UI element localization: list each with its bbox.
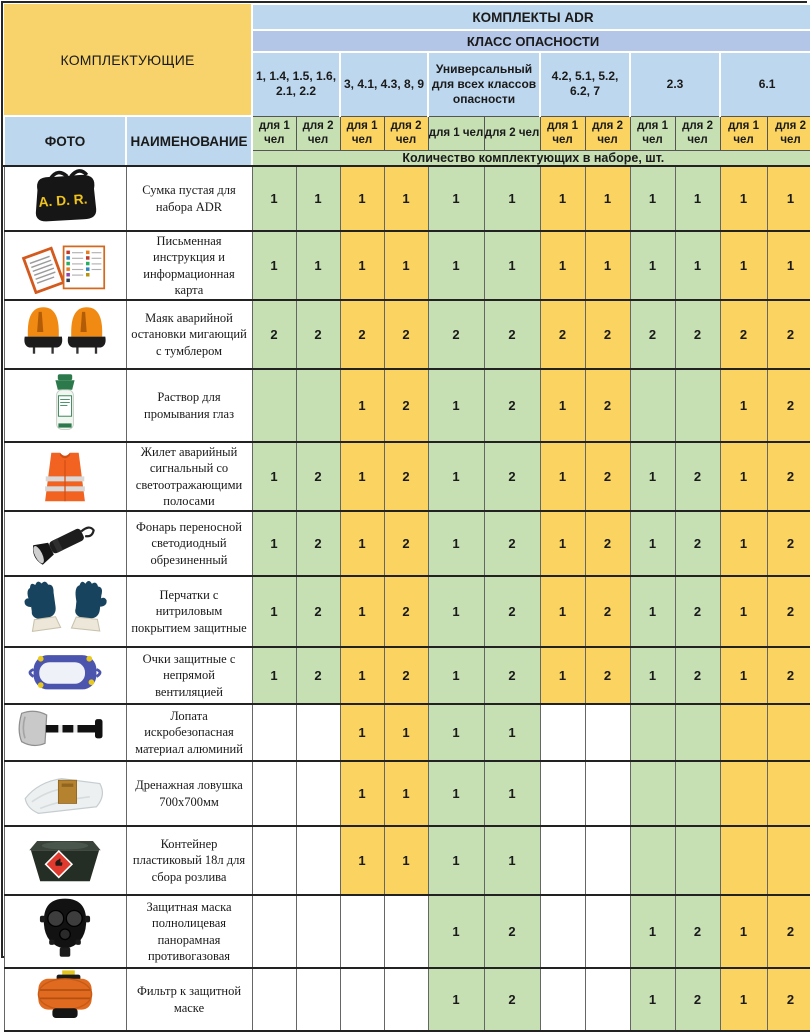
name-column-header: НАИМЕНОВАНИЕ (126, 116, 252, 166)
qty-cell: 2 (296, 647, 340, 704)
person-count-header-g5-p2: для 2 чел (675, 116, 720, 150)
qty-cell (540, 826, 585, 895)
qty-cell: 2 (384, 442, 428, 511)
qty-cell (675, 761, 720, 826)
qty-cell (252, 826, 296, 895)
qty-cell: 1 (340, 369, 384, 442)
photo-nitrile-gloves (4, 576, 126, 647)
qty-cell: 1 (384, 826, 428, 895)
qty-cell: 1 (428, 704, 484, 761)
hazard-group-header-4: 4.2, 5.1, 5.2, 6.2, 7 (540, 52, 630, 116)
item-name: Контейнер пластиковый 18л для сбора розлива (126, 826, 252, 895)
qty-cell: 1 (252, 647, 296, 704)
qty-cell: 2 (296, 511, 340, 576)
person-count-header-g1-p1: для 1 чел (252, 116, 296, 150)
safety-vest-icon (5, 443, 126, 510)
component-row (4, 761, 810, 826)
qty-cell (252, 761, 296, 826)
qty-cell: 2 (675, 300, 720, 369)
person-count-header-g6-p1: для 1 чел (720, 116, 767, 150)
qty-cell: 2 (767, 442, 810, 511)
qty-cell: 1 (428, 511, 484, 576)
qty-cell (585, 826, 630, 895)
person-count-header-g2-p1: для 1 чел (340, 116, 384, 150)
table-body (4, 166, 810, 1031)
component-row (4, 231, 810, 300)
warning-beacons-icon (5, 301, 126, 363)
qty-cell (720, 704, 767, 761)
qty-cell: 2 (767, 895, 810, 968)
qty-cell: 2 (720, 300, 767, 369)
qty-cell: 1 (767, 166, 810, 231)
qty-cell (540, 895, 585, 968)
qty-cell (767, 761, 810, 826)
qty-cell: 1 (296, 231, 340, 300)
person-count-header-g1-p2: для 2 чел (296, 116, 340, 150)
qty-cell: 1 (428, 369, 484, 442)
qty-cell: 2 (767, 369, 810, 442)
gas-mask-icon (5, 896, 126, 962)
qty-cell: 1 (384, 231, 428, 300)
photo-spill-container (4, 826, 126, 895)
qty-cell: 2 (384, 511, 428, 576)
qty-cell: 1 (428, 231, 484, 300)
qty-cell: 2 (585, 369, 630, 442)
person-count-header-g4-p1: для 1 чел (540, 116, 585, 150)
qty-cell: 1 (540, 442, 585, 511)
qty-cell (252, 704, 296, 761)
qty-cell: 1 (767, 231, 810, 300)
item-name: Фонарь переносной светодиодный обрезиненный (126, 511, 252, 576)
photo-safety-goggles (4, 647, 126, 704)
qty-cell: 1 (484, 231, 540, 300)
qty-cell: 2 (484, 300, 540, 369)
qty-cell (296, 761, 340, 826)
qty-cell: 1 (428, 761, 484, 826)
qty-cell (540, 761, 585, 826)
qty-cell: 2 (384, 300, 428, 369)
qty-cell: 1 (630, 442, 675, 511)
qty-cell (585, 704, 630, 761)
person-count-row (4, 116, 810, 150)
qty-cell: 1 (720, 576, 767, 647)
qty-cell: 2 (675, 442, 720, 511)
qty-cell (720, 826, 767, 895)
qty-cell: 2 (767, 300, 810, 369)
qty-cell: 2 (484, 895, 540, 968)
photo-spark-safe-shovel (4, 704, 126, 761)
hazard-group-header-3: Универсальный для всех классов опасности (428, 52, 540, 116)
item-name: Фильтр к защитной маске (126, 968, 252, 1031)
qty-cell (585, 761, 630, 826)
qty-cell: 1 (428, 442, 484, 511)
qty-cell: 2 (585, 300, 630, 369)
qty-cell: 2 (296, 442, 340, 511)
qty-cell: 1 (484, 704, 540, 761)
qty-cell: 2 (384, 369, 428, 442)
qty-cell: 1 (252, 576, 296, 647)
qty-cell: 1 (428, 826, 484, 895)
qty-cell: 2 (296, 576, 340, 647)
component-row (4, 369, 810, 442)
qty-cell: 1 (384, 704, 428, 761)
item-name: Дренажная ловушка 700х700мм (126, 761, 252, 826)
qty-cell (340, 895, 384, 968)
person-count-header-g2-p2: для 2 чел (384, 116, 428, 150)
qty-cell: 1 (340, 761, 384, 826)
qty-cell: 2 (484, 442, 540, 511)
hazard-group-header-6: 6.1 (720, 52, 810, 116)
hazard-group-header-1: 1, 1.4, 1.5, 1.6, 2.1, 2.2 (252, 52, 340, 116)
component-row (4, 968, 810, 1031)
qty-cell (252, 369, 296, 442)
qty-cell: 1 (340, 511, 384, 576)
qty-cell: 2 (767, 511, 810, 576)
svg-text:A. D. R.: A. D. R. (38, 191, 88, 210)
qty-cell: 1 (720, 166, 767, 231)
qty-cell (630, 704, 675, 761)
qty-cell: 2 (428, 300, 484, 369)
qty-cell (720, 761, 767, 826)
qty-cell: 2 (585, 576, 630, 647)
photo-warning-beacons (4, 300, 126, 369)
qty-cell: 1 (540, 231, 585, 300)
qty-cell: 1 (340, 647, 384, 704)
qty-cell: 1 (428, 647, 484, 704)
qty-cell: 1 (484, 826, 540, 895)
hazard-group-header-5: 2.3 (630, 52, 720, 116)
qty-cell (296, 968, 340, 1031)
component-row (4, 647, 810, 704)
component-row (4, 442, 810, 511)
qty-cell: 1 (630, 511, 675, 576)
qty-cell (252, 968, 296, 1031)
qty-cell: 1 (675, 231, 720, 300)
person-count-header-g6-p2: для 2 чел (767, 116, 810, 150)
qty-cell: 2 (675, 511, 720, 576)
component-row (4, 704, 810, 761)
component-row (4, 895, 810, 968)
item-name: Письменная инструкция и информационная карта (126, 231, 252, 300)
qty-cell: 2 (675, 576, 720, 647)
photo-adr-bag (4, 166, 126, 231)
qty-cell (675, 704, 720, 761)
component-row (4, 166, 810, 231)
qty-cell: 1 (630, 231, 675, 300)
qty-cell: 1 (428, 166, 484, 231)
qty-cell: 1 (630, 968, 675, 1031)
photo-flashlight (4, 511, 126, 576)
qty-cell: 2 (484, 968, 540, 1031)
qty-cell: 1 (630, 576, 675, 647)
qty-cell (384, 895, 428, 968)
qty-cell: 1 (428, 895, 484, 968)
component-row (4, 576, 810, 647)
flashlight-icon (5, 512, 126, 570)
qty-cell: 2 (585, 647, 630, 704)
qty-cell: 1 (252, 166, 296, 231)
qty-cell: 2 (340, 300, 384, 369)
qty-cell: 2 (767, 647, 810, 704)
qty-cell: 1 (630, 895, 675, 968)
person-count-header-g3-p2: для 2 чел (484, 116, 540, 150)
qty-cell: 1 (630, 647, 675, 704)
qty-cell: 1 (720, 369, 767, 442)
qty-cell: 2 (484, 647, 540, 704)
photo-written-instruction (4, 231, 126, 300)
item-name: Маяк аварийной остановки мигающий с тумблером (126, 300, 252, 369)
qty-cell: 1 (428, 968, 484, 1031)
qty-cell (296, 895, 340, 968)
qty-cell: 1 (675, 166, 720, 231)
qty-cell: 2 (296, 300, 340, 369)
qty-cell: 1 (540, 647, 585, 704)
qty-cell: 1 (484, 761, 540, 826)
safety-goggles-icon (5, 648, 126, 698)
qty-cell: 1 (720, 647, 767, 704)
kits-title-row (4, 4, 810, 30)
qty-cell: 1 (585, 166, 630, 231)
person-count-header-g3-p1: для 1 чел (428, 116, 484, 150)
spark-safe-shovel-icon (5, 705, 126, 755)
qty-cell: 1 (720, 968, 767, 1031)
person-count-header-g4-p2: для 2 чел (585, 116, 630, 150)
qty-cell: 2 (585, 442, 630, 511)
qty-cell: 1 (540, 166, 585, 231)
qty-cell: 2 (675, 968, 720, 1031)
qty-cell: 1 (720, 231, 767, 300)
hazard-class-title: КЛАСС ОПАСНОСТИ (252, 30, 810, 52)
qty-cell: 1 (384, 761, 428, 826)
written-instruction-icon (5, 232, 126, 299)
qty-cell (675, 369, 720, 442)
qty-cell: 1 (340, 442, 384, 511)
qty-cell: 1 (484, 166, 540, 231)
qty-cell: 2 (252, 300, 296, 369)
qty-cell: 2 (384, 576, 428, 647)
qty-cell: 1 (720, 511, 767, 576)
qty-cell (540, 704, 585, 761)
item-name: Перчатки с нитриловым покрытием защитные (126, 576, 252, 647)
qty-cell: 1 (585, 231, 630, 300)
qty-cell: 1 (340, 576, 384, 647)
qty-cell (540, 968, 585, 1031)
photo-gas-mask (4, 895, 126, 968)
person-count-header-g5-p1: для 1 чел (630, 116, 675, 150)
qty-cell: 2 (630, 300, 675, 369)
photo-safety-vest (4, 442, 126, 511)
adr-kits-table-frame (1, 1, 807, 1015)
qty-cell: 1 (296, 166, 340, 231)
qty-cell: 2 (384, 647, 428, 704)
component-row (4, 511, 810, 576)
photo-mask-filter (4, 968, 126, 1031)
eye-wash-icon (5, 370, 126, 436)
spill-container-icon (5, 827, 126, 889)
qty-cell (675, 826, 720, 895)
qty-cell (767, 826, 810, 895)
qty-cell (296, 369, 340, 442)
kits-title: КОМПЛЕКТЫ ADR (252, 4, 810, 30)
qty-cell (585, 895, 630, 968)
qty-cell (767, 704, 810, 761)
qty-cell (585, 968, 630, 1031)
qty-cell (340, 968, 384, 1031)
components-header: КОМПЛЕКТУЮЩИЕ (4, 4, 252, 116)
qty-cell: 1 (720, 442, 767, 511)
qty-cell: 2 (484, 369, 540, 442)
qty-cell: 2 (484, 511, 540, 576)
mask-filter-icon (5, 969, 126, 1025)
item-name: Раствор для промывания глаз (126, 369, 252, 442)
item-name: Очки защитные с непрямой вентиляцией (126, 647, 252, 704)
qty-cell: 1 (340, 704, 384, 761)
qty-cell: 1 (252, 511, 296, 576)
item-name: Лопата искробезопасная материал алюминий (126, 704, 252, 761)
hazard-group-header-2: 3, 4.1, 4.3, 8, 9 (340, 52, 428, 116)
qty-cell: 1 (252, 231, 296, 300)
qty-cell (630, 826, 675, 895)
qty-cell: 1 (540, 369, 585, 442)
qty-cell (384, 968, 428, 1031)
component-row (4, 300, 810, 369)
qty-cell: 1 (720, 895, 767, 968)
qty-cell: 2 (675, 895, 720, 968)
adr-kits-table (3, 3, 810, 1032)
qty-cell (296, 826, 340, 895)
qty-cell: 2 (540, 300, 585, 369)
quantity-strip-label: Количество комплектующих в наборе, шт. (252, 150, 810, 166)
qty-cell: 1 (340, 826, 384, 895)
qty-cell: 1 (384, 166, 428, 231)
qty-cell: 1 (630, 166, 675, 231)
qty-cell: 2 (675, 647, 720, 704)
qty-cell: 1 (252, 442, 296, 511)
qty-cell: 2 (767, 576, 810, 647)
qty-cell: 2 (767, 968, 810, 1031)
component-row (4, 826, 810, 895)
photo-drainage-trap (4, 761, 126, 826)
drainage-trap-icon (5, 762, 126, 820)
qty-cell: 1 (540, 576, 585, 647)
adr-bag-icon (5, 167, 126, 225)
nitrile-gloves-icon (5, 577, 126, 641)
photo-eye-wash (4, 369, 126, 442)
qty-cell (630, 369, 675, 442)
qty-cell: 1 (340, 166, 384, 231)
qty-cell: 1 (340, 231, 384, 300)
qty-cell: 2 (484, 576, 540, 647)
item-name: Сумка пустая для набора ADR (126, 166, 252, 231)
photo-column-header: ФОТО (4, 116, 126, 166)
item-name: Жилет аварийный сигнальный со светоотражающими полосами (126, 442, 252, 511)
item-name: Защитная маска полнолицевая панорамная противогазовая (126, 895, 252, 968)
qty-cell: 2 (585, 511, 630, 576)
qty-cell (296, 704, 340, 761)
qty-cell: 1 (540, 511, 585, 576)
qty-cell: 1 (428, 576, 484, 647)
qty-cell (252, 895, 296, 968)
qty-cell (630, 761, 675, 826)
